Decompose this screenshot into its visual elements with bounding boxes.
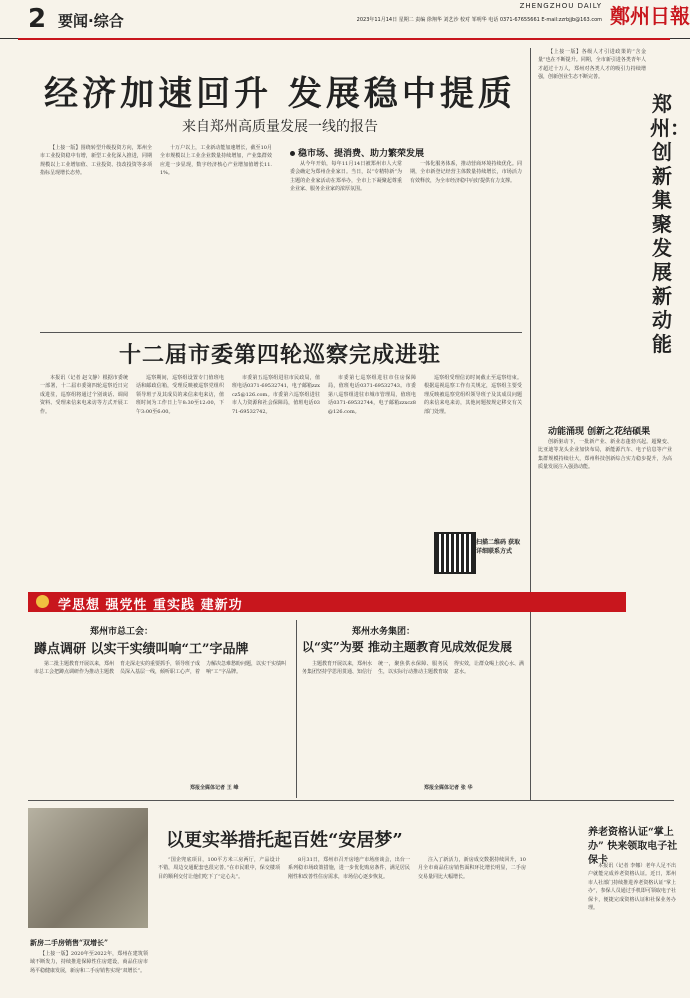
section-title: 要闻·综合	[58, 12, 124, 30]
story-bottom-col-4: 注入了新活力，新房成交数据持续回升，10月全市商品住房销售面积环比增长明显，二手房交易量同比大幅增长。	[418, 857, 526, 880]
bottom-rule	[28, 800, 674, 801]
lead-col-4: 一体化服务体系，推动营商环境持续优化。同期，全市新登记经营主体数量持续增长，市场活力有效释放，为全市经济稳中向好提供有力支撑。	[410, 161, 522, 184]
photo-caption: 新房二手房销售“双增长”	[30, 938, 109, 947]
column-divider	[530, 48, 531, 800]
inspection-col-2: 巡察期间，巡察组设置专门值班电话和邮政信箱，受理反映被巡察党组织领导班子及其成员的来信来电来访，值班时间为工作日上午8:30至12:00，下午3:00至6:00。	[136, 375, 224, 415]
qr-label: 扫描二维码 获取详细联系方式	[476, 539, 521, 555]
page-number: 2	[28, 4, 47, 34]
qr-code[interactable]	[434, 532, 476, 574]
section-rule	[40, 332, 522, 333]
masthead	[0, 0, 690, 39]
party-emblem-icon	[36, 595, 49, 608]
lead-headline: 经济加速回升 发展稳中提质	[44, 74, 516, 114]
bullet-icon	[290, 151, 295, 156]
story-right-body: 主题教育开展以来，郑州水务集团坚持学思用贯通、知信行统一，聚焦供水保障、服务民生，以实际行动推动主题教育取得实效，让群众喝上放心水、满意水。	[302, 661, 524, 676]
banner-text: 学思想 强党性 重实践 建新功	[58, 598, 243, 613]
story-bottom-col-3: 8月31日，郑州市召开房地产市场座谈会，出台一系列稳市场政策措施，进一步优化购房条件，满足居民刚性和改善性住房需求，市场信心逐步恢复。	[288, 857, 410, 880]
inspection-col-4: 市委第七巡察组进驻市住房保障局，值班电话0371-69532743。市委第八巡察组进驻市城市管理局，值班电话0371-69532744，电子邮箱zzxcz8@126.com。	[328, 375, 416, 415]
inspection-col-5: 巡察组受理信访时间截止至巡察结束。根据巡视巡察工作有关规定，巡察组主要受理反映被巡察党组织领导班子及其成员问题的来信来电来访，其他问题按规定移交有关部门处理。	[424, 375, 522, 415]
lead-col-1: 【上接一版】围绕转型升级投资方向，郑州全市工业投资稳中有增，新型工业化深入推进，同期规模以上工业增加值、工业投资、技改投资等多项指标呈现增长态势。	[40, 145, 152, 177]
lead-subheadline: 来自郑州高质量发展一线的报告	[182, 119, 378, 135]
story-left-signature: 郑报全媒体记者 王 峰	[190, 785, 239, 791]
story-photo	[28, 808, 148, 928]
side-col-bottom: 创新驱动下，一批新产业、新业态蓬勃兴起。超聚变、比亚迪等龙头企业加快布局，新能源汽车、电子信息等产业集群规模持续壮大，郑州科技创新综合实力稳步提升，为高质量发展注入强劲动能。	[538, 439, 672, 471]
story-right-kicker: 郑州水务集团：	[352, 627, 416, 637]
story-left-headline: 蹲点调研 以实干实绩叫响“工”字品牌	[34, 642, 249, 657]
sidebar-headline: 养老资格认证“掌上办” 快来领取电子社保卡	[588, 827, 678, 866]
story-left-body: 第二批主题教育开展以来，郑州市总工会把蹲点调研作为推动主题教育走深走实的重要抓手，领导班子成员深入基层一线，倾听职工心声，着力解决急难愁盼问题，以实干实绩叫响“工”字品牌。	[34, 661, 286, 676]
story-bottom-col-2: “国企兜底项目，100平方米三房两厅，产品设计不错，周边交通配套也很完善。”在市民眼中，保交楼项目的顺利交付让他们吃下了“定心丸”。	[158, 857, 280, 880]
newspaper-logo: 鄭州日報	[610, 4, 690, 28]
side-col-top: 【上接一版】各级人才引进政策的“含金量”也在不断提升。同期，全市新引进各类青年人才超过十万人，郑州对各类人才的吸引力持续增强，创新创业生态不断完善。	[538, 49, 646, 81]
masthead-rule	[18, 38, 670, 40]
story-right-headline: 以“实”为要 推动主题教育见成效促发展	[302, 640, 512, 654]
inspection-col-1: 本报讯（记者 赵文静）根据市委统一部署，十二届市委第四轮巡察近日完成进驻，巡察组将通过个别谈话、调阅资料、受理来信来电来访等方式开展工作。	[40, 375, 128, 415]
lead-col-2: 十万户以上，工业新动能加速增长，截至10月全市规模以上工业企业数量持续增加，产业集群效应进一步显现，数字经济核心产业增加值增长11.1%。	[160, 145, 272, 177]
sidebar-body: 本报讯（记者 李娜）老年人足不出户就能完成养老资格认证。近日，郑州市人社部门持续推进养老资格认证“掌上办”，参保人员通过手机即可领取电子社保卡，便捷完成资格认证和社保业务办理。	[588, 863, 676, 912]
inspection-col-3: 市委第五巡察组进驻市民政局，值班电话0371-69532741，电子邮箱zzxcz5@126.com。市委第六巡察组进驻市人力资源和社会保障局，值班电话0371-69532742。	[232, 375, 320, 415]
issue-info: 2023年11月14日 星期二 责编 徐翔华 刘艺沙 校对 邹明华 电话 0371-67655661 E-mail:zzrbjjb@163.com	[356, 17, 602, 23]
story-bottom-headline: 以更实举措托起百姓“安居梦”	[166, 830, 403, 851]
story-right-signature: 郑报全媒体记者 张 华	[424, 785, 473, 791]
masthead-english: ZHENGZHOU DAILY	[519, 2, 602, 10]
story-divider	[296, 620, 297, 798]
lead-subhead: 稳市场、提消费、助力繁荣发展	[290, 146, 424, 159]
side-subhead: 动能涌现 创新之花结硕果	[548, 427, 651, 437]
story-bottom-col-1: 【上接一版】2020年至2022年，郑州在建筑领域不断发力，持续推进保障性住房建设，商品住房市场平稳健康发展，新房和二手房销售实现“双增长”。	[30, 951, 148, 974]
lead-col-3: 从今年开始，每年11月14日被郑州市人大常委会确定为郑州企业家日。当日，以“专精特新”为主题的企业家活动在郑举办，全市上下凝聚起尊重企业家、服务企业家的浓厚氛围。	[290, 161, 402, 193]
campaign-banner	[28, 592, 626, 612]
inspection-headline: 十二届市委第四轮巡察完成进驻	[118, 342, 441, 368]
story-left-kicker: 郑州市总工会：	[90, 627, 154, 637]
side-vertical-headline: 郑州：创新集聚发展新动能	[650, 92, 690, 356]
